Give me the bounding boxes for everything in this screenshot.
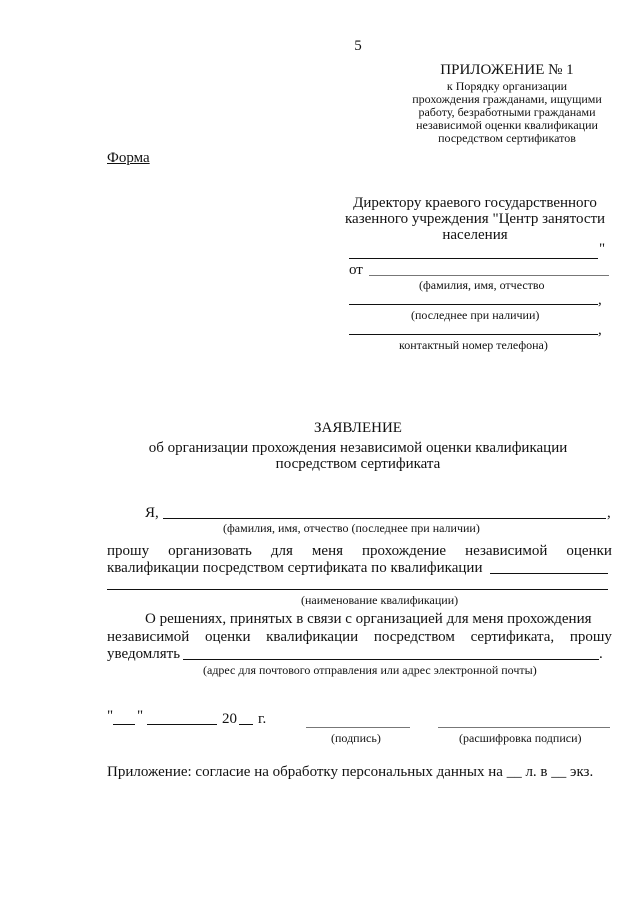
word: прохождение bbox=[362, 543, 447, 559]
year-prefix: 20 bbox=[222, 711, 237, 727]
document-title: ЗАЯВЛЕНИЕ bbox=[314, 420, 402, 436]
period: . bbox=[599, 646, 603, 662]
addressee-block bbox=[345, 195, 605, 243]
optional-hint: (последнее при наличии) bbox=[411, 308, 540, 322]
signature-decoding-hint: (расшифровка подписи) bbox=[459, 731, 582, 745]
applicant-name-continuation-line[interactable] bbox=[349, 304, 598, 305]
day-line[interactable] bbox=[113, 724, 135, 725]
closing-quote: " bbox=[599, 241, 606, 257]
month-line[interactable] bbox=[147, 724, 217, 725]
from-label: от bbox=[349, 262, 363, 278]
comma: , bbox=[598, 322, 602, 338]
word: посредством bbox=[373, 629, 455, 645]
word: прошу bbox=[107, 543, 150, 559]
full-name-hint: (фамилия, имя, отчество (последнее при наличии) bbox=[223, 521, 480, 535]
decisions-line-1: О решениях, принятых в связи с организацией для меня прохождения bbox=[145, 611, 592, 627]
appendix-title: ПРИЛОЖЕНИЕ № 1 bbox=[440, 62, 574, 78]
organization-name-line[interactable] bbox=[349, 258, 598, 259]
word: оценки bbox=[566, 543, 612, 559]
qualification-continuation-line[interactable] bbox=[107, 589, 608, 590]
page-number: 5 bbox=[354, 38, 362, 54]
form-label: Форма bbox=[107, 150, 150, 166]
document-subtitle: посредством сертификата bbox=[275, 456, 441, 472]
address-line[interactable] bbox=[183, 659, 599, 660]
appendix-line: работу, безработными гражданами bbox=[418, 105, 596, 119]
word: квалификации bbox=[266, 629, 359, 645]
word: оценки bbox=[204, 629, 251, 645]
appendix-line: независимой оценки квалификации bbox=[416, 118, 598, 132]
word: прошу bbox=[569, 629, 612, 645]
appendix-line: прохождения гражданами, ищущими bbox=[412, 92, 602, 106]
request-line bbox=[107, 543, 612, 560]
fio-hint: (фамилия, имя, отчество bbox=[419, 278, 545, 292]
year-suffix: г. bbox=[258, 711, 267, 727]
comma: , bbox=[598, 292, 602, 308]
qualification-line[interactable] bbox=[490, 573, 608, 574]
applicant-name-line[interactable] bbox=[369, 275, 609, 276]
phone-line[interactable] bbox=[349, 334, 598, 335]
qualification-hint: (наименование квалификации) bbox=[301, 593, 459, 607]
word: организовать bbox=[168, 543, 252, 559]
full-name-line[interactable] bbox=[163, 518, 606, 519]
year-line[interactable] bbox=[239, 724, 253, 725]
addressee-line: Директору краевого государственного bbox=[353, 195, 597, 211]
document-subtitle: об организации прохождения независимой оценки квалификации bbox=[148, 440, 568, 456]
attachment-note: Приложение: согласие на обработку персональных данных на __ л. в __ экз. bbox=[107, 764, 594, 780]
word: независимой bbox=[107, 629, 190, 645]
phone-hint: контактный номер телефона) bbox=[399, 338, 548, 352]
request-line-2: квалификации посредством сертификата по квалификации bbox=[107, 560, 483, 576]
address-hint: (адрес для почтового отправления или адрес электронной почты) bbox=[203, 663, 537, 677]
word: для bbox=[270, 543, 293, 559]
decisions-line-2 bbox=[107, 629, 612, 646]
appendix-line: к Порядку организации bbox=[446, 79, 568, 93]
notify-label: уведомлять bbox=[107, 646, 181, 662]
quote-close: " bbox=[137, 708, 144, 724]
word: сертификата, bbox=[470, 629, 555, 645]
addressee-line: казенного учреждения "Центр занятости bbox=[345, 211, 606, 227]
ya-label: Я, bbox=[145, 505, 159, 521]
signature-decoding-line[interactable] bbox=[438, 727, 610, 728]
word: независимой bbox=[465, 543, 548, 559]
appendix-line: посредством сертификатов bbox=[438, 131, 576, 145]
signature-hint: (подпись) bbox=[331, 731, 381, 745]
addressee-line: населения bbox=[442, 227, 508, 243]
signature-line[interactable] bbox=[306, 727, 410, 728]
comma: , bbox=[607, 505, 611, 521]
appendix-header bbox=[400, 62, 614, 144]
word: меня bbox=[311, 543, 343, 559]
quote-open: " bbox=[107, 708, 114, 724]
